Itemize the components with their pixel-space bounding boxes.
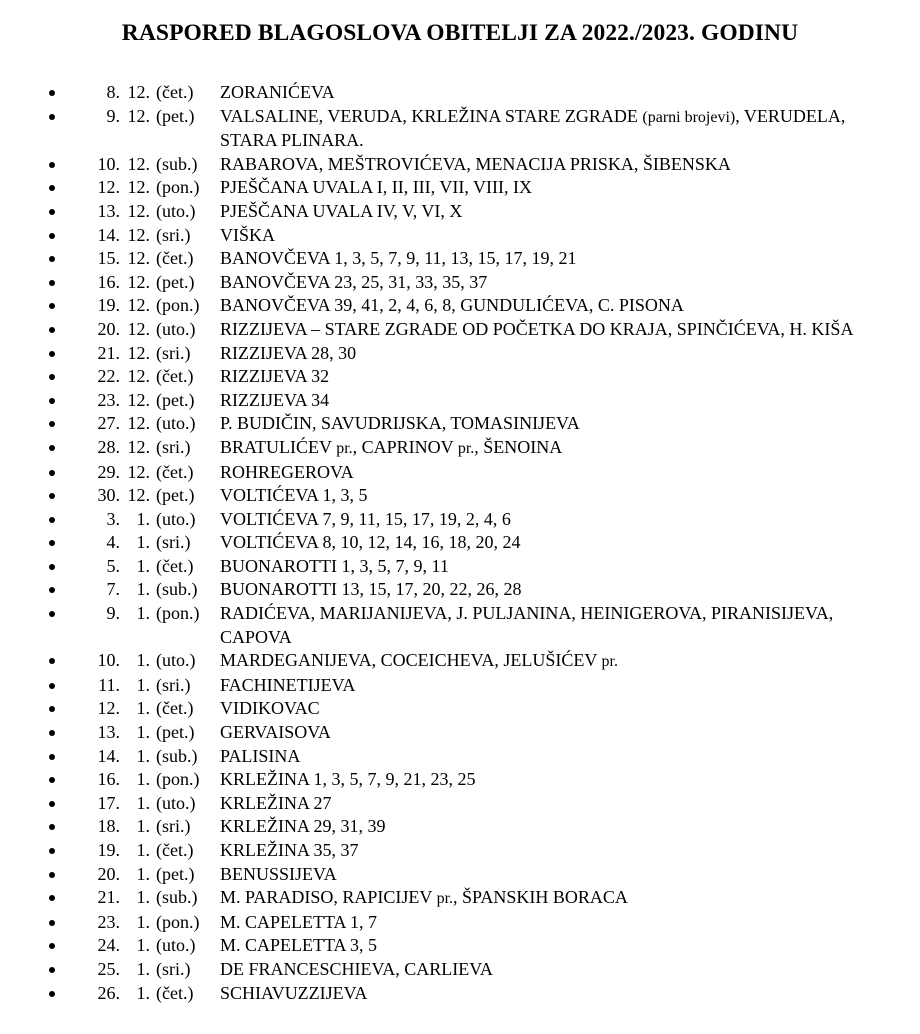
entry-weekday: (uto.)	[156, 650, 196, 671]
entry-month: 1.	[136, 958, 150, 979]
entry-streets	[196, 531, 886, 555]
entry-streets	[196, 200, 886, 224]
entry-streets	[196, 436, 886, 461]
list-item	[0, 294, 920, 318]
bullet-icon	[0, 247, 70, 271]
entry-month: 1.	[136, 674, 150, 695]
entry-street-text: BANOVČEVA 39, 41, 2, 4, 6, 8, GUNDULIĆEVA, C. PISONA	[220, 295, 684, 316]
entry-day: 7.	[106, 579, 120, 600]
bullet-icon	[0, 602, 70, 626]
entry-day: 18.	[97, 816, 120, 837]
entry-month: 12.	[127, 389, 150, 410]
entry-day: 9.	[106, 105, 120, 126]
entry-streets	[196, 342, 886, 366]
entry-weekday: (sub.)	[156, 745, 198, 766]
list-item	[0, 176, 920, 200]
entry-day: 14.	[97, 745, 120, 766]
entry-streets	[196, 934, 886, 958]
list-item	[0, 484, 920, 508]
entry-street-text: GERVAISOVA	[220, 722, 331, 743]
entry-day: 16.	[97, 769, 120, 790]
entry-street-text: PALISINA	[220, 745, 301, 766]
entry-month: 12.	[127, 295, 150, 316]
entry-weekday: (sri.)	[156, 532, 191, 553]
entry-weekday: (čet.)	[156, 982, 194, 1003]
list-item	[0, 247, 920, 271]
bullet-icon	[0, 649, 70, 673]
entry-streets	[196, 153, 886, 177]
entry-month: 12.	[127, 342, 150, 363]
bullet-icon	[0, 839, 70, 863]
list-item	[0, 958, 920, 982]
entry-street-text: VOLTIĆEVA 7, 9, 11, 15, 17, 19, 2, 4, 6	[220, 508, 511, 529]
entry-weekday: (sri.)	[156, 674, 191, 695]
entry-streets	[196, 602, 886, 649]
bullet-icon	[0, 389, 70, 413]
bullet-icon	[0, 792, 70, 816]
entry-street-text: PJEŠČANA UVALA IV, V, VI, X	[220, 200, 463, 221]
entry-note: pr.	[436, 890, 454, 908]
entry-weekday: (pon.)	[156, 603, 200, 624]
entry-streets	[196, 105, 886, 153]
entry-day: 23.	[97, 911, 120, 932]
entry-weekday: (pon.)	[156, 911, 200, 932]
entry-weekday: (pon.)	[156, 295, 200, 316]
entry-street-text: P. BUDIČIN, SAVUDRIJSKA, TOMASINIJEVA	[220, 413, 580, 434]
entry-month: 1.	[136, 935, 150, 956]
entry-streets	[196, 176, 886, 200]
entry-day: 25.	[97, 958, 120, 979]
entry-streets	[196, 745, 886, 769]
entry-streets	[196, 484, 886, 508]
entry-street-text: , CAPRINOV	[352, 436, 458, 457]
entry-weekday: (čet.)	[156, 248, 194, 269]
entry-day: 11.	[98, 674, 120, 695]
bullet-icon	[0, 886, 70, 910]
entry-street-text: BUONAROTTI 13, 15, 17, 20, 22, 26, 28	[220, 579, 522, 600]
bullet-icon	[0, 863, 70, 887]
bullet-icon	[0, 697, 70, 721]
entry-month: 12.	[127, 461, 150, 482]
bullet-icon	[0, 271, 70, 295]
entry-streets	[196, 389, 886, 413]
entry-month: 1.	[136, 887, 150, 908]
bullet-icon	[0, 176, 70, 200]
entry-street-text: KRLEŽINA 29, 31, 39	[220, 816, 386, 837]
entry-weekday: (čet.)	[156, 82, 194, 102]
entry-day: 19.	[97, 295, 120, 316]
entry-day: 13.	[97, 200, 120, 221]
entry-day: 8.	[106, 82, 120, 102]
entry-street-text: RIZZIJEVA 32	[220, 366, 330, 387]
entry-street-text: BANOVČEVA 1, 3, 5, 7, 9, 11, 13, 15, 17, 19, 21	[220, 248, 577, 269]
entry-street-text: SCHIAVUZZIJEVA	[220, 982, 368, 1003]
entry-weekday: (pet.)	[156, 271, 195, 292]
list-item	[0, 863, 920, 887]
entry-weekday: (pet.)	[156, 722, 195, 743]
list-item	[0, 508, 920, 532]
entry-streets	[196, 792, 886, 816]
entry-weekday: (čet.)	[156, 366, 194, 387]
entry-day: 15.	[97, 248, 120, 269]
entry-streets	[196, 958, 886, 982]
list-item	[0, 674, 920, 698]
entry-streets	[196, 508, 886, 532]
bullet-icon	[0, 294, 70, 318]
entry-month: 1.	[136, 769, 150, 790]
entry-streets	[196, 721, 886, 745]
entry-streets	[196, 81, 886, 105]
entry-month: 1.	[136, 863, 150, 884]
bullet-icon	[0, 958, 70, 982]
list-item	[0, 721, 920, 745]
entry-day: 12.	[97, 177, 120, 198]
entry-streets	[196, 294, 886, 318]
entry-month: 12.	[127, 177, 150, 198]
entry-day: 12.	[97, 698, 120, 719]
entry-month: 12.	[127, 485, 150, 506]
bullet-icon	[0, 200, 70, 224]
list-item	[0, 200, 920, 224]
entry-month: 1.	[136, 792, 150, 813]
bullet-icon	[0, 721, 70, 745]
bullet-icon	[0, 555, 70, 579]
entry-month: 1.	[136, 508, 150, 529]
entry-weekday: (sri.)	[156, 816, 191, 837]
entry-street-text: ZORANIĆEVA	[220, 82, 335, 102]
entry-weekday: (pet.)	[156, 485, 195, 506]
entry-street-text: RABAROVA, MEŠTROVIĆEVA, MENACIJA PRISKA, ŠIBENSKA	[220, 153, 731, 174]
entry-month: 12.	[127, 366, 150, 387]
list-item	[0, 697, 920, 721]
entry-street-text: VOLTIĆEVA 1, 3, 5	[220, 485, 368, 506]
list-item	[0, 365, 920, 389]
entry-day: 5.	[106, 555, 120, 576]
list-item	[0, 389, 920, 413]
entry-street-text: KRLEŽINA 1, 3, 5, 7, 9, 21, 23, 25	[220, 769, 476, 790]
entry-weekday: (sri.)	[156, 342, 191, 363]
bullet-icon	[0, 484, 70, 508]
entry-weekday: (pon.)	[156, 177, 200, 198]
entry-month: 1.	[136, 650, 150, 671]
entry-street-text: RIZZIJEVA 28, 30	[220, 342, 357, 363]
entry-month: 12.	[127, 318, 150, 339]
entry-streets	[196, 674, 886, 698]
entry-streets	[196, 365, 886, 389]
bullet-icon	[0, 318, 70, 342]
list-item	[0, 461, 920, 485]
entry-day: 28.	[97, 436, 120, 457]
entry-street-text: VALSALINE, VERUDA, KRLEŽINA STARE ZGRADE	[220, 105, 638, 126]
entry-day: 19.	[97, 840, 120, 860]
entry-note: pr.	[457, 439, 475, 457]
entry-streets	[196, 697, 886, 721]
list-item	[0, 934, 920, 958]
entry-month: 1.	[136, 579, 150, 600]
entry-street-text: FACHINETIJEVA	[220, 674, 356, 695]
entry-weekday: (uto.)	[156, 508, 196, 529]
entry-streets	[196, 578, 886, 602]
list-item	[0, 792, 920, 816]
list-item	[0, 911, 920, 935]
entry-day: 17.	[97, 792, 120, 813]
entry-street-text: RADIĆEVA, MARIJANIJEVA, J. PULJANINA, HEINIGEROVA, PIRANISIJEVA, CAPOVA	[220, 603, 834, 647]
entry-month: 1.	[136, 555, 150, 576]
entry-day: 30.	[97, 485, 120, 506]
entry-month: 1.	[136, 840, 150, 860]
entry-weekday: (sub.)	[156, 579, 198, 600]
entry-day: 14.	[97, 224, 120, 245]
entry-street-text: M. PARADISO, RAPICIJEV	[220, 887, 433, 908]
entry-note: (parni brojevi)	[642, 108, 736, 126]
bullet-icon	[0, 81, 70, 105]
list-item	[0, 886, 920, 911]
entry-street-text: KRLEŽINA 27	[220, 792, 332, 813]
entry-day: 21.	[97, 342, 120, 363]
entry-street-text: BRATULIĆEV	[220, 436, 332, 457]
entry-day: 21.	[97, 887, 120, 908]
list-item	[0, 839, 920, 863]
entry-streets	[196, 555, 886, 579]
entry-streets	[196, 318, 886, 342]
list-item	[0, 412, 920, 436]
entry-streets	[196, 839, 886, 863]
entry-street-text: PJEŠČANA UVALA I, II, III, VII, VIII, IX	[220, 177, 532, 198]
entry-streets	[196, 982, 886, 1006]
bullet-icon	[0, 461, 70, 485]
entry-street-text: , ŠENOINA	[474, 436, 563, 457]
schedule-list	[0, 81, 920, 1005]
entry-streets	[196, 412, 886, 436]
entry-weekday: (sri.)	[156, 436, 191, 457]
entry-weekday: (čet.)	[156, 461, 194, 482]
entry-month: 1.	[136, 698, 150, 719]
entry-weekday: (sri.)	[156, 958, 191, 979]
entry-streets	[196, 768, 886, 792]
bullet-icon	[0, 436, 70, 460]
entry-street-text: MARDEGANIJEVA, COCEICHEVA, JELUŠIĆEV	[220, 650, 598, 671]
bullet-icon	[0, 578, 70, 602]
entry-streets	[196, 863, 886, 887]
bullet-icon	[0, 815, 70, 839]
bullet-icon	[0, 934, 70, 958]
entry-weekday: (čet.)	[156, 555, 194, 576]
entry-weekday: (čet.)	[156, 698, 194, 719]
entry-weekday: (pet.)	[156, 105, 195, 126]
bullet-icon	[0, 768, 70, 792]
entry-weekday: (uto.)	[156, 792, 196, 813]
list-item	[0, 271, 920, 295]
bullet-icon	[0, 105, 70, 129]
entry-day: 9.	[106, 603, 120, 624]
entry-day: 26.	[97, 982, 120, 1003]
entry-street-text: DE FRANCESCHIEVA, CARLIEVA	[220, 958, 493, 979]
list-item	[0, 602, 920, 649]
entry-day: 23.	[97, 389, 120, 410]
entry-streets	[196, 649, 886, 674]
entry-month: 12.	[127, 153, 150, 174]
bullet-icon	[0, 674, 70, 698]
entry-street-text: VIDIKOVAC	[220, 698, 320, 719]
entry-weekday: (sri.)	[156, 224, 191, 245]
entry-street-text: M. CAPELETTA 1, 7	[220, 911, 378, 932]
entry-month: 1.	[136, 603, 150, 624]
entry-day: 24.	[97, 935, 120, 956]
bullet-icon	[0, 508, 70, 532]
entry-weekday: (pet.)	[156, 863, 195, 884]
entry-day: 13.	[97, 722, 120, 743]
document-title: RASPORED BLAGOSLOVA OBITELJI ZA 2022./2023. GODINU	[121, 20, 799, 46]
entry-month: 1.	[136, 722, 150, 743]
bullet-icon	[0, 745, 70, 769]
entry-weekday: (uto.)	[156, 200, 196, 221]
list-item	[0, 745, 920, 769]
entry-month: 12.	[127, 271, 150, 292]
list-item	[0, 342, 920, 366]
entry-street-text: M. CAPELETTA 3, 5	[220, 935, 378, 956]
entry-day: 3.	[106, 508, 120, 529]
entry-streets	[196, 815, 886, 839]
entry-weekday: (uto.)	[156, 935, 196, 956]
entry-month: 1.	[136, 982, 150, 1003]
entry-weekday: (uto.)	[156, 318, 196, 339]
list-item	[0, 531, 920, 555]
entry-day: 10.	[97, 153, 120, 174]
entry-streets	[196, 247, 886, 271]
entry-street-text: BENUSSIJEVA	[220, 863, 337, 884]
bullet-icon	[0, 342, 70, 366]
entry-day: 22.	[97, 366, 120, 387]
entry-street-text: , ŠPANSKIH BORACA	[453, 887, 628, 908]
entry-day: 29.	[97, 461, 120, 482]
entry-month: 1.	[136, 532, 150, 553]
entry-street-text: BANOVČEVA 23, 25, 31, 33, 35, 37	[220, 271, 488, 292]
list-item	[0, 649, 920, 674]
entry-weekday: (pon.)	[156, 769, 200, 790]
list-item	[0, 555, 920, 579]
entry-day: 27.	[97, 413, 120, 434]
list-item	[0, 81, 920, 105]
entry-month: 12.	[127, 248, 150, 269]
entry-month: 12.	[127, 105, 150, 126]
entry-weekday: (sub.)	[156, 887, 198, 908]
bullet-icon	[0, 531, 70, 555]
bullet-icon	[0, 153, 70, 177]
list-item	[0, 436, 920, 461]
entry-weekday: (pet.)	[156, 389, 195, 410]
entry-street-text: ROHREGEROVA	[220, 461, 354, 482]
bullet-icon	[0, 365, 70, 389]
list-item	[0, 768, 920, 792]
bullet-icon	[0, 911, 70, 935]
entry-street-text: RIZZIJEVA – STARE ZGRADE OD POČETKA DO KRAJA, SPINČIĆEVA, H. KIŠA	[220, 318, 854, 339]
list-item	[0, 982, 920, 1006]
entry-month: 12.	[127, 200, 150, 221]
entry-day: 20.	[97, 863, 120, 884]
entry-note: pr.	[336, 439, 353, 457]
entry-weekday: (sub.)	[156, 153, 198, 174]
entry-month: 12.	[127, 413, 150, 434]
entry-weekday: (čet.)	[156, 840, 194, 860]
entry-streets	[196, 224, 886, 248]
list-item	[0, 578, 920, 602]
entry-month: 12.	[127, 82, 150, 102]
list-item	[0, 153, 920, 177]
list-item	[0, 318, 920, 342]
entry-month: 12.	[127, 224, 150, 245]
entry-day: 10.	[97, 650, 120, 671]
entry-streets	[196, 271, 886, 295]
entry-street-text: BUONAROTTI 1, 3, 5, 7, 9, 11	[220, 555, 449, 576]
entry-day: 4.	[106, 532, 120, 553]
entry-month: 1.	[136, 816, 150, 837]
entry-street-text: KRLEŽINA 35, 37	[220, 840, 359, 860]
entry-street-text: VOLTIĆEVA 8, 10, 12, 14, 16, 18, 20, 24	[220, 532, 521, 553]
entry-note: pr.	[601, 653, 618, 671]
entry-street-text: , VERUDELA, STARA PLINARA.	[220, 105, 846, 151]
entry-streets	[196, 461, 886, 485]
list-item	[0, 105, 920, 153]
list-item	[0, 815, 920, 839]
entry-street-text: VIŠKA	[220, 224, 276, 245]
entry-month: 1.	[136, 745, 150, 766]
entry-day: 16.	[97, 271, 120, 292]
entry-month: 1.	[136, 911, 150, 932]
entry-month: 12.	[127, 436, 150, 457]
entry-street-text: RIZZIJEVA 34	[220, 389, 330, 410]
entry-streets	[196, 911, 886, 935]
bullet-icon	[0, 982, 70, 1006]
bullet-icon	[0, 224, 70, 248]
entry-day: 20.	[97, 318, 120, 339]
entry-weekday: (uto.)	[156, 413, 196, 434]
bullet-icon	[0, 412, 70, 436]
list-item	[0, 224, 920, 248]
entry-streets	[196, 886, 886, 911]
